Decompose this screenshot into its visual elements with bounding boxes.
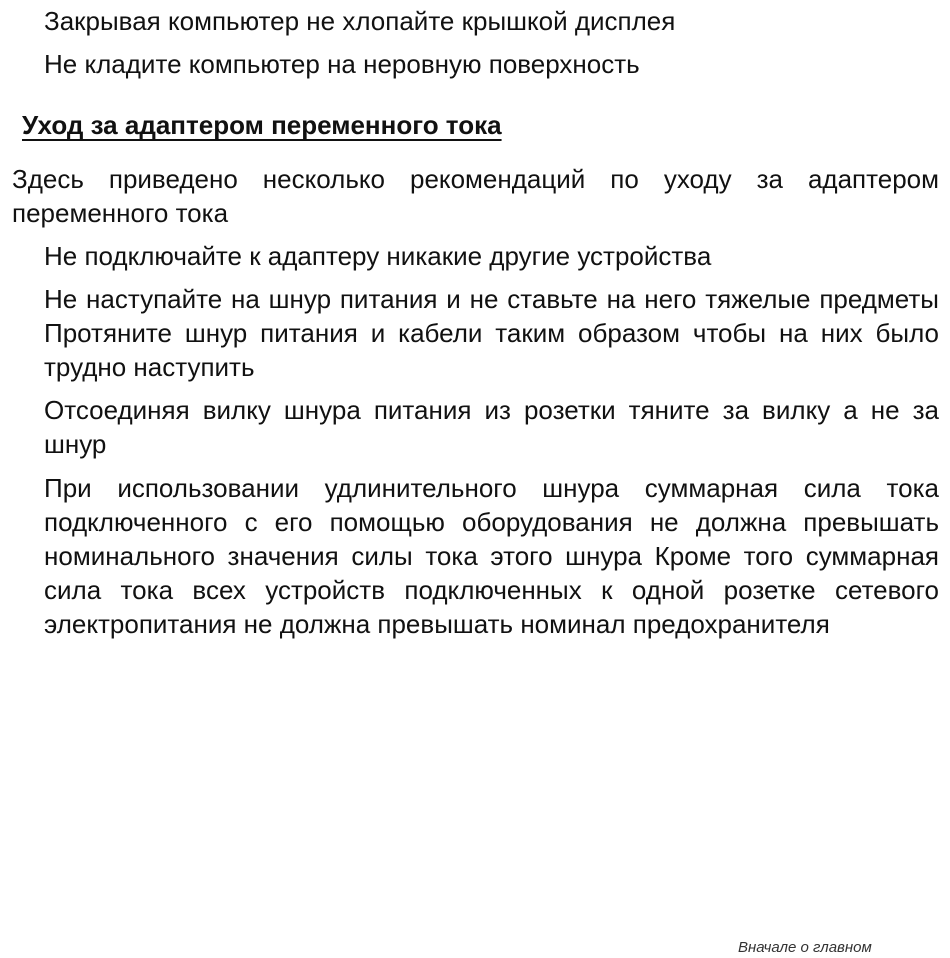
list-item-no-other-devices: Не подключайте к адаптеру никакие другие устройства	[44, 241, 712, 271]
list-item-power-cord: Не наступайте на шнур питания и не ставьте на него тяжелые предметы Протяните шнур питания и кабели таким образом чтобы на них было трудно наступить	[44, 284, 939, 382]
list-item-flat-surface: Не кладите компьютер на неровную поверхность	[44, 49, 640, 79]
section-heading: Уход за адаптером переменного тока	[22, 110, 502, 140]
section-intro: Здесь приведено несколько рекомендаций по уходу за адаптером переменного тока	[12, 164, 939, 228]
footer-note: Вначале о главном	[738, 939, 872, 956]
list-item-unplug: Отсоединяя вилку шнура питания из розетки тяните за вилку а не за шнур	[44, 395, 939, 459]
list-item-extension-cord: При использовании удлинительного шнура суммарная сила тока подключенного с его помощью оборудования не должна превышать номинального значения силы тока этого шнура Кроме того суммарная сила тока всех устройств подключенных к одной розетке сетевого электропитания не должна превышать номинал предохранителя	[44, 473, 939, 639]
list-item-close-lid: Закрывая компьютер не хлопайте крышкой дисплея	[44, 6, 676, 36]
